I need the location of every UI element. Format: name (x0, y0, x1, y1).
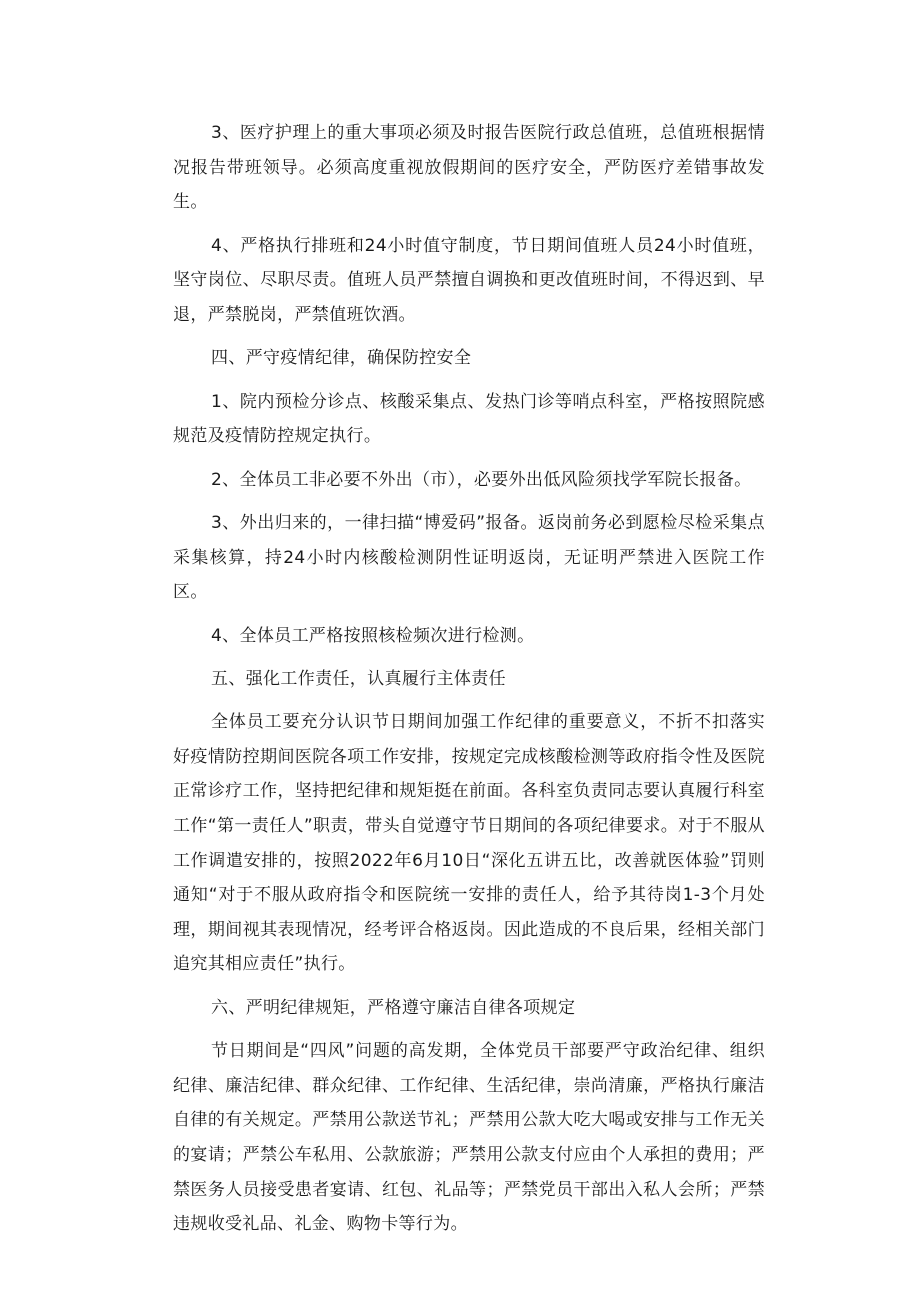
document-body (173, 116, 765, 1251)
body-paragraph-integrity: 节日期间是“四风”问题的高发期，全体党员干部要严守政治纪律、组织纪律、廉洁纪律、群众纪律、工作纪律、生活纪律，崇尚清廉，严格执行廉洁自律的有关规定。严禁用公款送节礼；严禁用公款大吃大喝或安排与工作无关的宴请；严禁公车私用、公款旅游；严禁用公款支付应由个人承担的费用；严禁医务人员接受患者宴请、红包、礼品等；严禁党员干部出入私人会所；严禁违规收受礼品、礼金、购物卡等行为。 (173, 1041, 765, 1235)
list-item-travel-restriction: 2、全体员工非必要不外出（市），必要外出低风险须找学军院长报备。 (211, 469, 752, 490)
list-item-testing-frequency: 4、全体员工严格按照核检频次进行检测。 (211, 625, 535, 646)
section-heading-epidemic-discipline: 四、严守疫情纪律，确保防控安全 (211, 348, 472, 369)
section-heading-integrity-rules: 六、严明纪律规矩，严格遵守廉洁自律各项规定 (211, 997, 576, 1018)
list-item-return-report: 3、外出归来的，一律扫描“博爱码”报备。返岗前务必到愿检尽检采集点采集核算，持24小时内核酸检测阴性证明返岗，无证明严禁进入医院工作区。 (173, 512, 765, 603)
list-item-medical-report: 3、医疗护理上的重大事项必须及时报告医院行政总值班，总值班根据情况报告带班领导。必须高度重视放假期间的医疗安全，严防医疗差错事故发生。 (173, 123, 765, 213)
section-heading-work-responsibility: 五、强化工作责任，认真履行主体责任 (211, 668, 506, 689)
list-item-duty-schedule: 4、严格执行排班和24小时值守制度，节日期间值班人员24小时值班，坚守岗位、尽职尽责。值班人员严禁擅自调换和更改值班时间，不得迟到、早退，严禁脱岗，严禁值班饮酒。 (173, 235, 765, 325)
body-paragraph-responsibility: 全体员工要充分认识节日期间加强工作纪律的重要意义，不折不扣落实好疫情防控期间医院各项工作安排，按规定完成核酸检测等政府指令性及医院正常诊疗工作，坚持把纪律和规矩挺在前面。各科室负责同志要认真履行科室工作“第一责任人”职责，带头自觉遵守节日期间的各项纪律要求。对于不服从工作调遣安排的，按照2022年6月10日“深化五讲五比，改善就医体验”罚则通知“对于不服从政府指令和医院统一安排的责任人，给予其待岗1-3个月处理，期间视其表现情况，经考评合格返岗。因此造成的不良后果，经相关部门追究其相应责任”执行。 (173, 712, 765, 975)
list-item-screening-points: 1、院内预检分诊点、核酸采集点、发热门诊等哨点科室，严格按照院感规范及疫情防控规定执行。 (173, 391, 765, 447)
